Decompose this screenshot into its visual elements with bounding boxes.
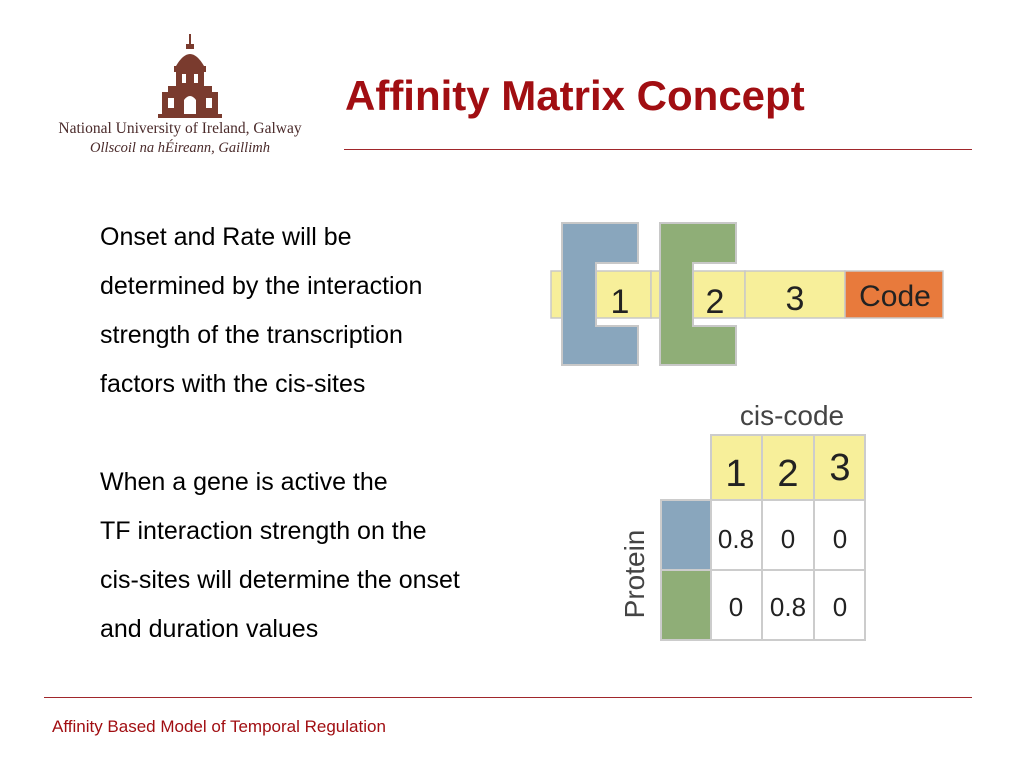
cis-site-2-label: 2: [705, 283, 725, 321]
cis-site-1-label: 1: [610, 283, 630, 321]
logo-irish-name: Ollscoil na hÉireann, Gaillimh: [90, 140, 270, 156]
body-line: factors with the cis-sites: [100, 370, 366, 398]
table-column-header: cis-code: [739, 400, 845, 431]
body-line: TF interaction strength on the: [100, 517, 427, 545]
protein-1-row-swatch: [661, 500, 711, 570]
column-label-3: 3: [829, 447, 851, 489]
body-line: When a gene is active the: [100, 468, 388, 496]
column-label-2: 2: [777, 453, 799, 495]
protein-2-row-swatch: [661, 570, 711, 640]
body-line: cis-sites will determine the onset: [100, 566, 460, 594]
logo-university-name: National University of Ireland, Galway: [58, 120, 302, 137]
column-label-1: 1: [725, 453, 747, 495]
slide-title: Affinity Matrix Concept: [345, 72, 805, 119]
body-line: Onset and Rate will be: [100, 223, 352, 251]
footer-text: Affinity Based Model of Temporal Regulation: [52, 717, 386, 736]
footer-divider: [44, 697, 972, 698]
affinity-table: [619, 400, 865, 640]
gene-diagram: [551, 223, 943, 365]
table-value: 0: [728, 592, 744, 622]
body-line: and duration values: [100, 615, 319, 643]
table-value: 0.8: [769, 592, 807, 622]
body-line: determined by the interaction: [100, 272, 423, 300]
code-label: Code: [859, 280, 931, 313]
table-row-header: Protein: [619, 529, 650, 619]
table-value: 0.8: [717, 524, 755, 554]
table-value: 0: [832, 592, 848, 622]
table-value: 0: [780, 524, 796, 554]
cis-site-3-label: 3: [785, 280, 805, 318]
body-line: strength of the transcription: [100, 321, 403, 349]
table-value: 0: [832, 524, 848, 554]
